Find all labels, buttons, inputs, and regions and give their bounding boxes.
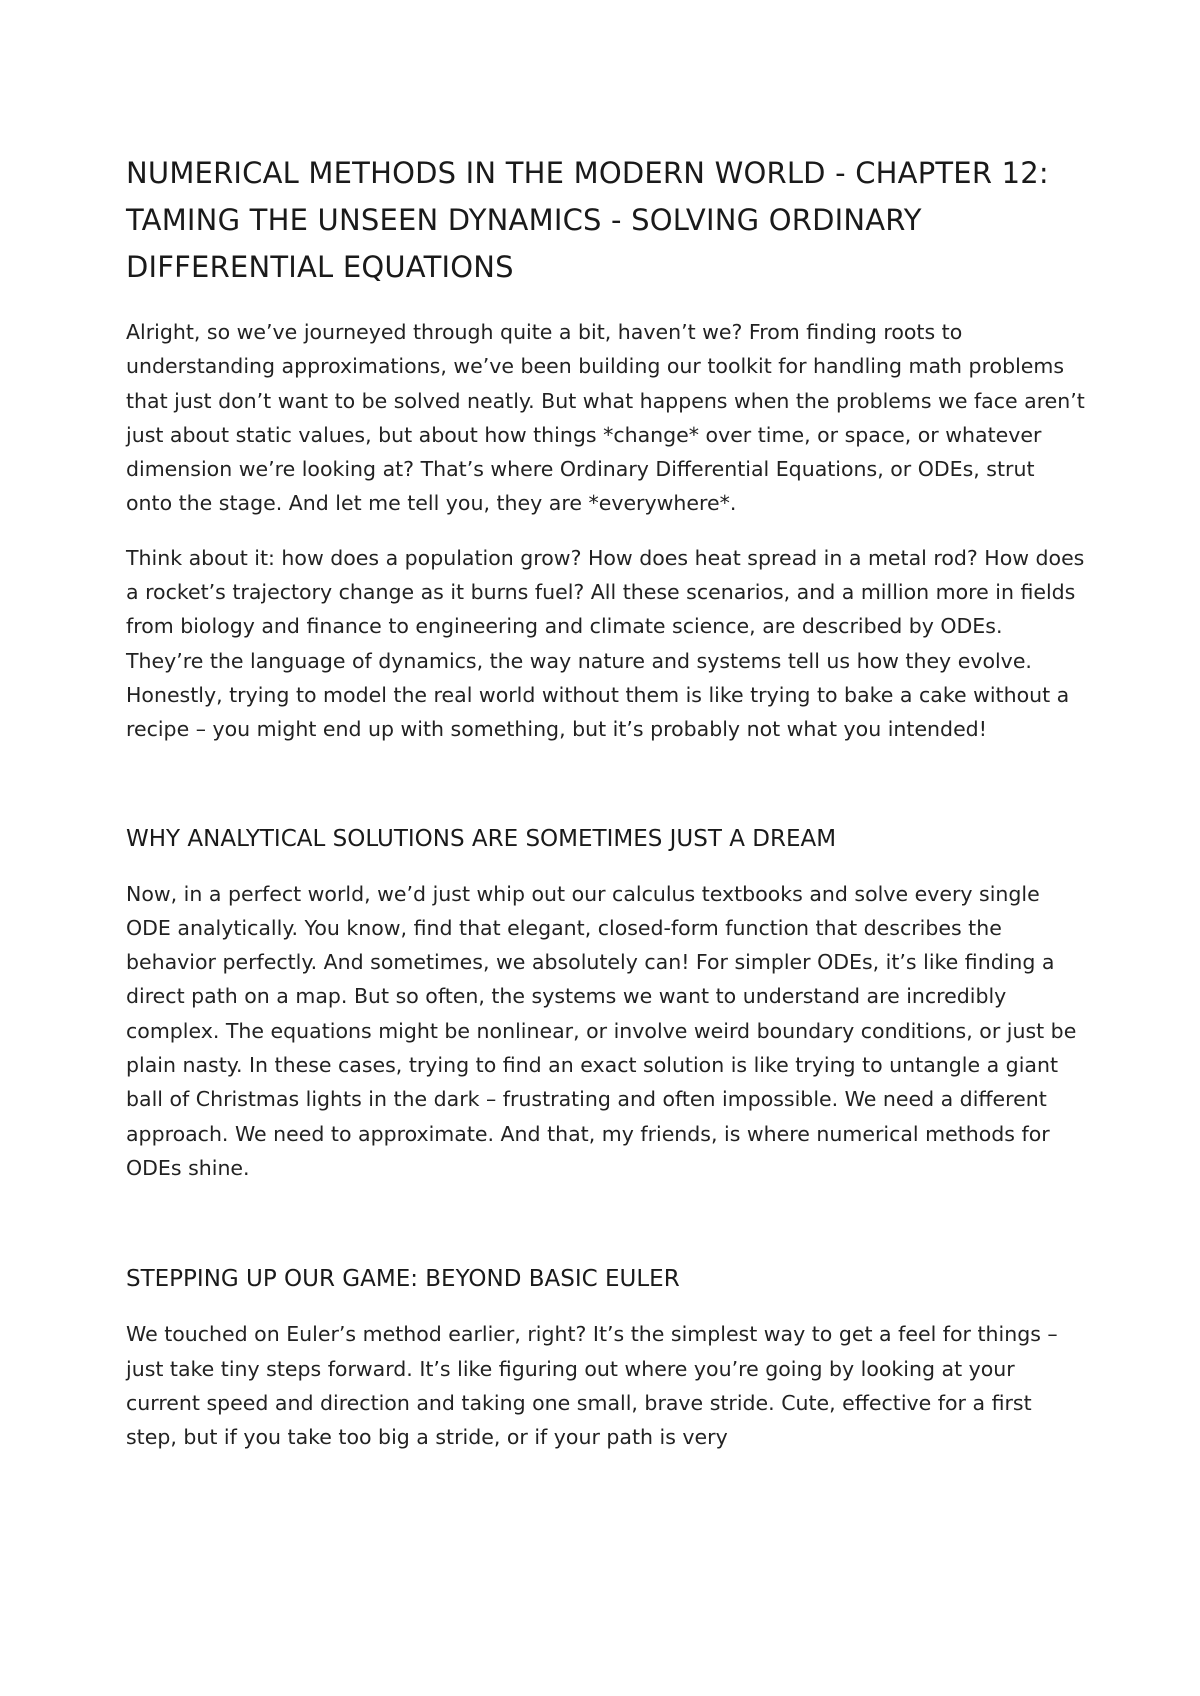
chapter-title: NUMERICAL METHODS IN THE MODERN WORLD - CHAPTER 12: TAMING THE UNSEEN DYNAMICS - SOLVING ORDINARY DIFFERENTIAL EQUATIONS [126, 156, 1049, 284]
document-page [126, 150, 1086, 1454]
section-paragraph-beyond-euler: We touched on Euler’s method earlier, right? It’s the simplest way to get a feel for things – just take tiny steps forward. It’s like figuring out where you’re going by looking at your current speed and direction and taking one small, brave stride. Cute, effective for a first step, but if you take too big a stride, or if your path is very [126, 1322, 1058, 1450]
section-heading-analytical: WHY ANALYTICAL SOLUTIONS ARE SOMETIMES JUST A DREAM [126, 825, 837, 852]
intro-paragraph-2: Think about it: how does a population grow? How does heat spread in a metal rod? How does a rocket’s trajectory change as it burns fuel? All these scenarios, and a million more in fields from biology and finance to engineering and climate science, are described by ODEs. They’re the language of dynamics, the way nature and systems tell us how they evolve. Honestly, trying to model the real world without them is like trying to bake a cake without a recipe – you might end up with something, but it’s probably not what you intended! [126, 545, 1085, 742]
intro-paragraph-1: Alright, so we’ve journeyed through quite a bit, haven’t we? From finding roots to understanding approximations, we’ve been building our toolkit for handling math problems that just don’t want to be solved neatly. But what happens when the problems we face aren’t just about static values, but about how things *change* over time, or space, or whatever dimension we’re looking at? That’s where Ordinary Differential Equations, or ODEs, strut onto the stage. And let me tell you, they are *everywhere*. [126, 320, 1085, 516]
section-paragraph-analytical: Now, in a perfect world, we’d just whip out our calculus textbooks and solve every single ODE analytically. You know, find that elegant, closed-form function that describes the behavior perfectly. And sometimes, we absolutely can! For simpler ODEs, it’s like finding a direct path on a map. But so often, the systems we want to understand are incredibly complex. The equations might be nonlinear, or involve weird boundary conditions, or just be plain nasty. In these cases, trying to find an exact solution is like trying to untangle a giant ball of Christmas lights in the dark – frustrating and often impossible. We need a different approach. We need to approximate. And that, my friends, is where numerical methods for ODEs shine. [126, 881, 1077, 1180]
section-heading-beyond-euler: STEPPING UP OUR GAME: BEYOND BASIC EULER [126, 1266, 680, 1293]
